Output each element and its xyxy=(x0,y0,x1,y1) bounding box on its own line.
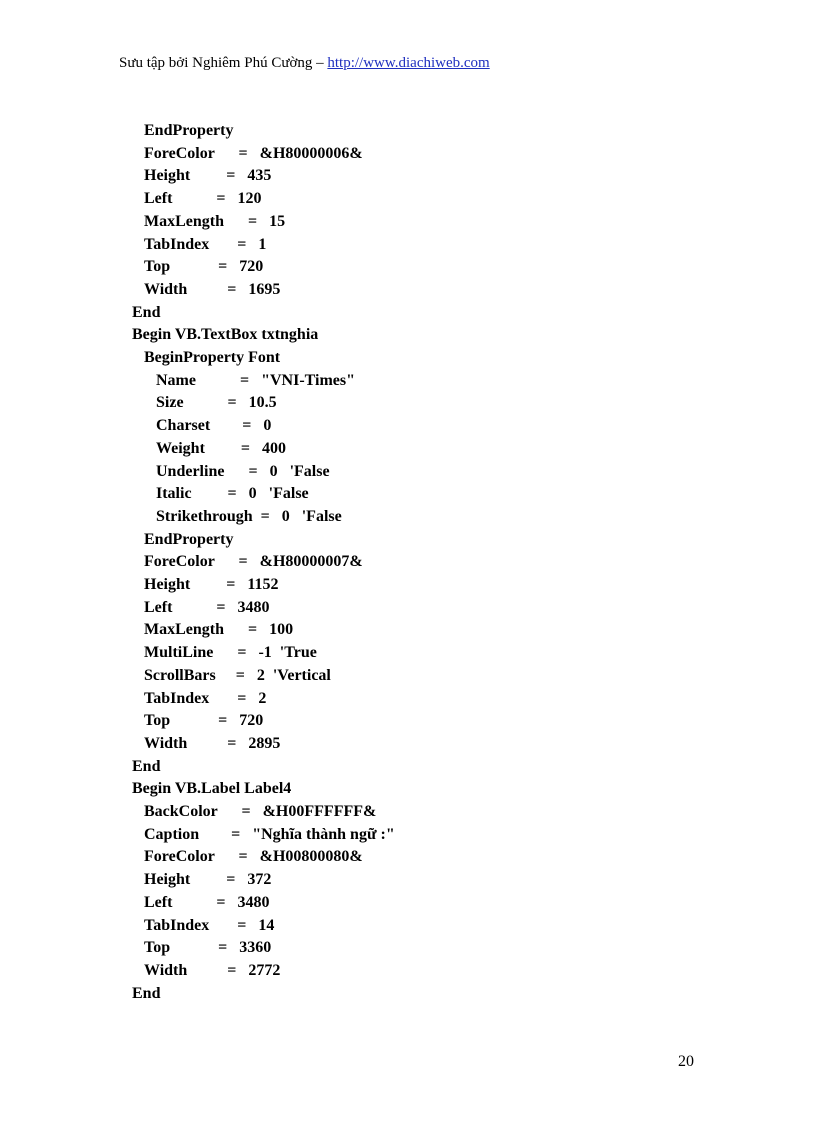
code-line: Size = 10.5 xyxy=(156,394,277,412)
code-line: EndProperty xyxy=(144,530,234,548)
code-line: TabIndex = 1 xyxy=(144,235,267,253)
code-line: ForeColor = &H80000007& xyxy=(144,553,363,571)
code-line: End xyxy=(132,984,161,1002)
code-line: TabIndex = 2 xyxy=(144,689,267,707)
code-line: Width = 2895 xyxy=(144,734,281,752)
code-line: Begin VB.Label Label4 xyxy=(132,780,292,798)
code-line: MaxLength = 15 xyxy=(144,212,286,230)
code-line: Strikethrough = 0 'False xyxy=(156,507,342,525)
code-line: MaxLength = 100 xyxy=(144,621,294,639)
page-number: 20 xyxy=(678,1053,694,1070)
code-line: ScrollBars = 2 'Vertical xyxy=(144,666,331,684)
code-line: Italic = 0 'False xyxy=(156,485,309,503)
header-credit: Sưu tập bởi Nghiêm Phú Cường – xyxy=(119,55,328,71)
code-line: Name = "VNI-Times" xyxy=(156,371,356,389)
code-line: BackColor = &H00FFFFFF& xyxy=(144,803,377,820)
code-line: Begin VB.TextBox txtnghia xyxy=(132,326,319,344)
code-line: Left = 3480 xyxy=(144,598,270,616)
code-line: Top = 720 xyxy=(144,258,264,276)
header-link[interactable]: http://www.diachiweb.com xyxy=(327,55,490,71)
code-line: Width = 1695 xyxy=(144,280,281,298)
code-line: MultiLine = -1 'True xyxy=(144,644,317,662)
code-line: EndProperty xyxy=(144,122,234,139)
code-line: Charset = 0 xyxy=(156,417,272,435)
code-line: Top = 720 xyxy=(144,712,264,730)
code-line: BeginProperty Font xyxy=(144,349,281,366)
code-line: Caption = "Nghĩa thành ngữ :" xyxy=(144,825,395,843)
code-line: Left = 120 xyxy=(144,190,262,208)
code-line: End xyxy=(132,757,161,775)
code-line: End xyxy=(132,303,161,321)
code-line: Top = 3360 xyxy=(144,939,272,957)
code-line: ForeColor = &H00800080& xyxy=(144,848,363,866)
code-line: ForeColor = &H80000006& xyxy=(144,144,363,162)
page-header xyxy=(119,54,490,72)
code-line: Underline = 0 'False xyxy=(156,462,330,480)
code-line: Height = 372 xyxy=(144,871,272,889)
code-line: Left = 3480 xyxy=(144,893,270,911)
code-line: TabIndex = 14 xyxy=(144,916,275,934)
code-line: Width = 2772 xyxy=(144,961,281,979)
code-line: Height = 435 xyxy=(144,167,272,185)
code-line: Height = 1152 xyxy=(144,576,279,593)
code-line: Weight = 400 xyxy=(156,439,287,457)
